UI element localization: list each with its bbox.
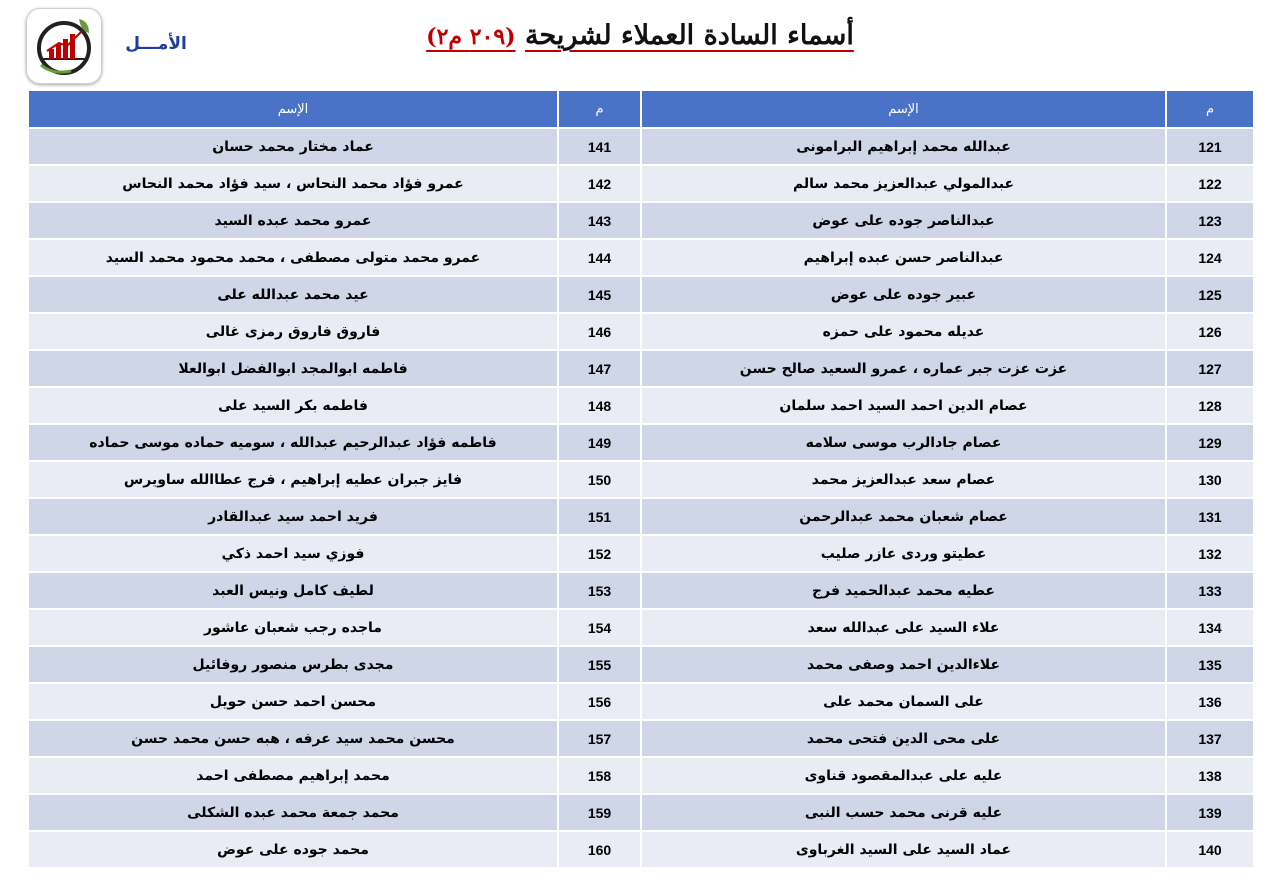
table-row: [28, 202, 1254, 239]
table-row: [28, 498, 1254, 535]
customers-table: [27, 89, 1255, 869]
row-number: 155: [558, 646, 641, 683]
title-main: أسماء السادة العملاء لشريحة: [524, 20, 854, 51]
page-title: [360, 20, 920, 51]
row-number: 157: [558, 720, 641, 757]
table-row: [28, 757, 1254, 794]
table-row: [28, 646, 1254, 683]
table-row: [28, 313, 1254, 350]
customer-name: محمد جمعة محمد عبده الشكلى: [28, 794, 558, 831]
row-number: 133: [1166, 572, 1254, 609]
row-number: 140: [1166, 831, 1254, 868]
row-number: 123: [1166, 202, 1254, 239]
table-row: [28, 128, 1254, 165]
row-number: 137: [1166, 720, 1254, 757]
row-number: 131: [1166, 498, 1254, 535]
customer-name: محسن احمد حسن حويل: [28, 683, 558, 720]
title-sub: (٢٠٩ م٢): [426, 24, 516, 50]
row-number: 128: [1166, 387, 1254, 424]
row-number: 141: [558, 128, 641, 165]
table-row: [28, 350, 1254, 387]
row-number: 150: [558, 461, 641, 498]
row-number: 153: [558, 572, 641, 609]
header-num-right: م: [1166, 90, 1254, 128]
header-name-right: الإسم: [641, 90, 1166, 128]
customer-name: ماجده رجب شعبان عاشور: [28, 609, 558, 646]
row-number: 159: [558, 794, 641, 831]
customer-name: عبدالله محمد إبراهيم البرامونى: [641, 128, 1166, 165]
customer-name: فاطمه فؤاد عبدالرحيم عبدالله ، سوميه حماده موسى حماده: [28, 424, 558, 461]
row-number: 152: [558, 535, 641, 572]
row-number: 125: [1166, 276, 1254, 313]
row-number: 134: [1166, 609, 1254, 646]
customer-name: عبدالناصر حسن عبده إبراهيم: [641, 239, 1166, 276]
row-number: 145: [558, 276, 641, 313]
customer-name: عبدالناصر جوده على عوض: [641, 202, 1166, 239]
customer-name: عماد السيد على السيد الغرباوى: [641, 831, 1166, 868]
customer-name: عبدالمولي عبدالعزيز محمد سالم: [641, 165, 1166, 202]
customer-name: عمرو محمد عبده السيد: [28, 202, 558, 239]
customer-name: على السمان محمد على: [641, 683, 1166, 720]
header-num-left: م: [558, 90, 641, 128]
table-row: [28, 461, 1254, 498]
row-number: 144: [558, 239, 641, 276]
table-row: [28, 165, 1254, 202]
customer-name: عليه على عبدالمقصود قناوى: [641, 757, 1166, 794]
customer-name: محسن محمد سيد عرفه ، هبه حسن محمد حسن: [28, 720, 558, 757]
customer-name: فاروق فاروق رمزى غالى: [28, 313, 558, 350]
customer-name: محمد إبراهيم مصطفى احمد: [28, 757, 558, 794]
row-number: 130: [1166, 461, 1254, 498]
customer-name: لطيف كامل ونيس العبد: [28, 572, 558, 609]
customer-name: عمرو محمد متولى مصطفى ، محمد محمود محمد السيد: [28, 239, 558, 276]
header-name-left: الإسم: [28, 90, 558, 128]
customer-name: عطيتو وردى عازر صليب: [641, 535, 1166, 572]
logo-emblem-icon: [27, 9, 101, 83]
table-row: [28, 239, 1254, 276]
customer-name: فوزي سيد احمد ذكي: [28, 535, 558, 572]
customer-name: عليه قرنى محمد حسب النبى: [641, 794, 1166, 831]
customer-name: عمرو فؤاد محمد النحاس ، سيد فؤاد محمد النحاس: [28, 165, 558, 202]
table-row: [28, 572, 1254, 609]
table-row: [28, 387, 1254, 424]
row-number: 149: [558, 424, 641, 461]
table-row: [28, 424, 1254, 461]
row-number: 156: [558, 683, 641, 720]
table-row: [28, 535, 1254, 572]
row-number: 160: [558, 831, 641, 868]
table-row: [28, 831, 1254, 868]
customer-name: عبير جوده على عوض: [641, 276, 1166, 313]
customer-name: عيد محمد عبدالله على: [28, 276, 558, 313]
customer-name: على محى الدين فتحى محمد: [641, 720, 1166, 757]
row-number: 121: [1166, 128, 1254, 165]
customer-name: فريد احمد سيد عبدالقادر: [28, 498, 558, 535]
row-number: 132: [1166, 535, 1254, 572]
table-row: [28, 276, 1254, 313]
row-number: 158: [558, 757, 641, 794]
row-number: 126: [1166, 313, 1254, 350]
row-number: 127: [1166, 350, 1254, 387]
row-number: 138: [1166, 757, 1254, 794]
customer-name: مجدى بطرس منصور روفائيل: [28, 646, 558, 683]
customer-name: عماد مختار محمد حسان: [28, 128, 558, 165]
customer-name: عصام شعبان محمد عبدالرحمن: [641, 498, 1166, 535]
customer-name: عزت عزت جبر عماره ، عمرو السعيد صالح حسن: [641, 350, 1166, 387]
customer-name: علاء السيد على عبدالله سعد: [641, 609, 1166, 646]
table-row: [28, 720, 1254, 757]
row-number: 151: [558, 498, 641, 535]
row-number: 124: [1166, 239, 1254, 276]
row-number: 135: [1166, 646, 1254, 683]
brand-name: الأمـــل: [125, 34, 187, 54]
customer-name: علاءالدين احمد وصفى محمد: [641, 646, 1166, 683]
customer-name: محمد جوده على عوض: [28, 831, 558, 868]
row-number: 154: [558, 609, 641, 646]
logo: [26, 8, 102, 84]
customer-name: فاطمه ابوالمجد ابوالفضل ابوالعلا: [28, 350, 558, 387]
customer-name: عديله محمود على حمزه: [641, 313, 1166, 350]
table-row: [28, 609, 1254, 646]
row-number: 136: [1166, 683, 1254, 720]
table-row: [28, 794, 1254, 831]
customer-name: عصام الدين احمد السيد احمد سلمان: [641, 387, 1166, 424]
customer-name: عصام جادالرب موسى سلامه: [641, 424, 1166, 461]
row-number: 143: [558, 202, 641, 239]
customer-name: عصام سعد عبدالعزيز محمد: [641, 461, 1166, 498]
row-number: 146: [558, 313, 641, 350]
row-number: 147: [558, 350, 641, 387]
row-number: 129: [1166, 424, 1254, 461]
table-row: [28, 683, 1254, 720]
row-number: 139: [1166, 794, 1254, 831]
row-number: 148: [558, 387, 641, 424]
row-number: 122: [1166, 165, 1254, 202]
customer-name: فايز جبران عطيه إبراهيم ، فرج عطاالله ساويرس: [28, 461, 558, 498]
customer-name: عطيه محمد عبدالحميد فرج: [641, 572, 1166, 609]
table-header-row: [28, 90, 1254, 128]
customer-name: فاطمه بكر السيد على: [28, 387, 558, 424]
row-number: 142: [558, 165, 641, 202]
